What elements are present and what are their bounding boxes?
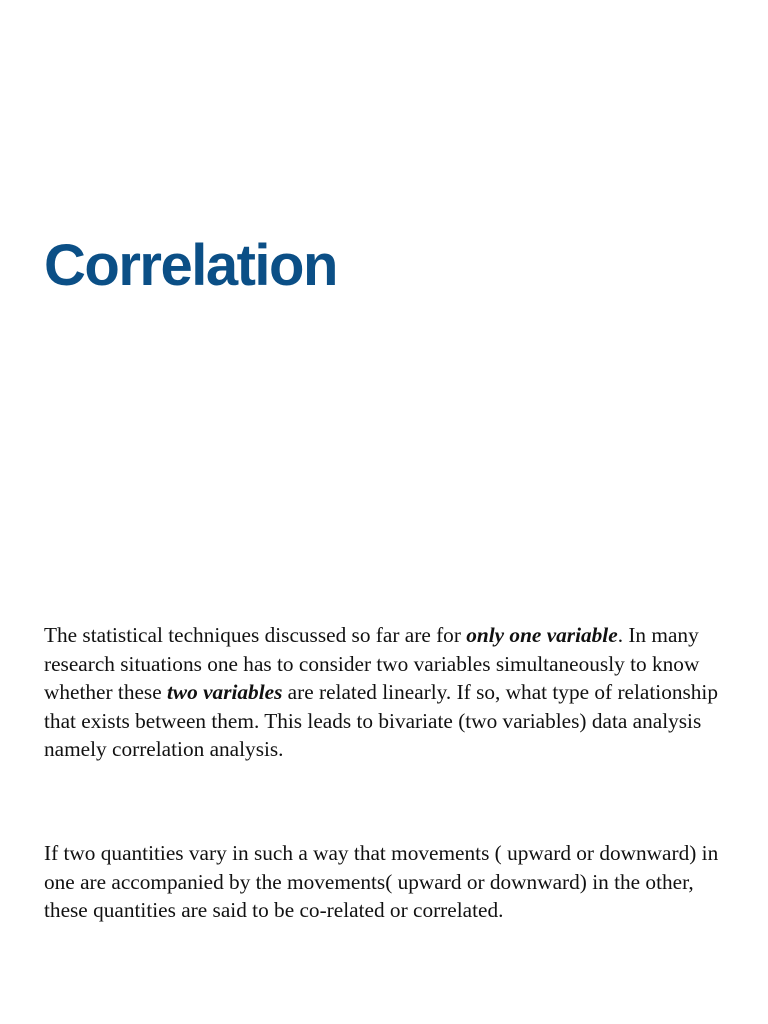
intro-text-middle: . In many research situations one has to consider two variables simultaneously to know whether these — [44, 623, 700, 705]
intro-paragraph — [44, 621, 728, 764]
page-title: Correlation — [44, 233, 337, 298]
emphasis-two-variables: two variables — [167, 680, 283, 705]
emphasis-only-one-variable: only one variable — [466, 623, 618, 647]
intro-text-before: The statistical techniques discussed so far are for — [44, 623, 467, 647]
definition-paragraph: If two quantities vary in such a way that movements ( upward or downward) in one are accompanied by the movements( upward or downward) in the other, these quantities are said to be co-related or correlated. — [44, 841, 719, 923]
intro-text-after: are related linearly. If so, what type of relationship that exists between them. This leads to bivariate (two variables) data analysis namely correlation analysis. — [44, 680, 718, 762]
